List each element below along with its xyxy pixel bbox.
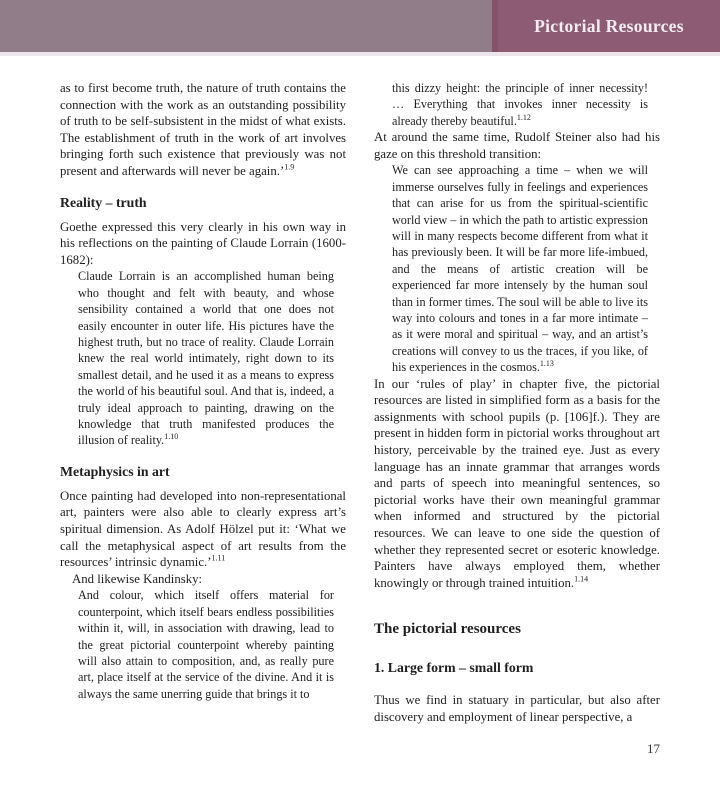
- paragraph-goethe-intro: Goethe expressed this very clearly in his own way in his reflections on the painting of Claude Lorrain (1600-1682):: [60, 219, 346, 267]
- quote-text: And colour, which itself offers material for counterpoint, which itself bears endless possibilities within it, will, in association with drawing, lead to the great pictorial counterpoint whereby painting will also attain to composition, and, as really pure art, place itself at the service of the divine. And it is always the same unerring guide that brings it to: [78, 588, 334, 701]
- footnote-ref: 1.11: [211, 553, 226, 563]
- paragraph-steiner-intro: At around the same time, Rudolf Steiner also had his gaze on this threshold transition:: [374, 130, 660, 161]
- footnote-ref: 1.9: [284, 162, 295, 172]
- quote-text: We can see approaching a time – when we will immerse ourselves fully in feelings and experiences that can arise for us from the spiritual-scientific world view – in which the path to artistic expression will in many respects become different from what it has previously been. It will be far more life-imbued, and the means of artistic creation will be experienced far more intensely by the human soul than in former times. The soul will be able to live its way into colours and tones in a far more intimate – as it were moral and spiritual – way, and an artist’s creations will convey to us the traces, if you like, of his experiences in the cosmos.: [392, 163, 648, 375]
- blockquote-claude-lorrain: [78, 268, 334, 448]
- header-band: [0, 0, 720, 52]
- paragraph-text: In our ‘rules of play’ in chapter five, the pictorial resources are listed in simplified form as a basis for the assignments with school pupils (p. [106]f.). They are present in hidden form in pictorial works throughout art history, perceivable by the trained eye. Just as every language has an innate grammar that arranges words and parts of speech into meaningful sentences, so pictorial works have their own meaningful grammar when informed and structured by the pictorial resources. We can leave to one side the question of whether they represented secret or esoteric knowledge. Painters have always employed them, whether knowingly or through trained intuition.: [374, 376, 660, 590]
- footnote-ref: 1.14: [574, 574, 589, 584]
- paragraph-truth-continuation: [60, 80, 346, 180]
- heading-metaphysics-in-art: Metaphysics in art: [60, 463, 170, 479]
- quote-text: this dizzy height: the principle of inner necessity! … Everything that invokes inner necessity is already thereby beautiful.: [392, 81, 648, 128]
- footnote-ref: 1.12: [516, 112, 531, 122]
- heading-large-form-small-form: 1. Large form – small form: [374, 660, 534, 676]
- paragraph-rules-of-play: [374, 376, 660, 592]
- page-body: [0, 56, 720, 726]
- paragraph-text: as to first become truth, the nature of truth contains the connection with the work as an outstanding possibility of truth to be self-subsistent in the midst of what exists. The establishment of truth in the work of art involves bringing forth such existence that previously was not present and afterwards will never be again.’: [60, 81, 346, 178]
- page-header-title: Pictorial Resources: [534, 15, 684, 36]
- paragraph-hoelzel: [60, 488, 346, 571]
- right-column: [374, 80, 660, 726]
- paragraph-kandinsky-intro: And likewise Kandinsky:: [72, 571, 203, 586]
- page-number: 17: [647, 741, 660, 756]
- header-band-accent: [492, 0, 720, 52]
- paragraph-text: Once painting had developed into non-representational art, painters were also able to clearly express art’s spiritual dimension. As Adolf Hölzel put it: ‘What we call the metaphysical aspect of art results from the resources’ intrinsic dynamic.’: [60, 488, 346, 570]
- paragraph-statuary: Thus we find in statuary in particular, but also after discovery and employment of linear perspective, a: [374, 693, 660, 724]
- blockquote-steiner: [392, 162, 648, 375]
- left-column: [60, 80, 346, 726]
- quote-text: Claude Lorrain is an accomplished human being who thought and felt with beauty, and whose sensibility contained a world that one does not easily encounter in outer life. His pictures have the highest truth, but no trace of reality. Claude Lorrain knew the real world intimately, right down to its smallest detail, and he used it as a means to express the world of his beautiful soul. And that is, indeed, a truly ideal approach to painting, drawing on the knowledge that truth manifested produces the illusion of reality.: [78, 269, 334, 448]
- footnote-ref: 1.13: [539, 359, 554, 369]
- blockquote-kandinsky: [78, 587, 334, 702]
- heading-reality-truth: Reality – truth: [60, 194, 147, 210]
- heading-the-pictorial-resources: The pictorial resources: [374, 621, 521, 638]
- footnote-ref: 1.10: [164, 432, 179, 442]
- blockquote-kandinsky-continuation: [392, 80, 648, 129]
